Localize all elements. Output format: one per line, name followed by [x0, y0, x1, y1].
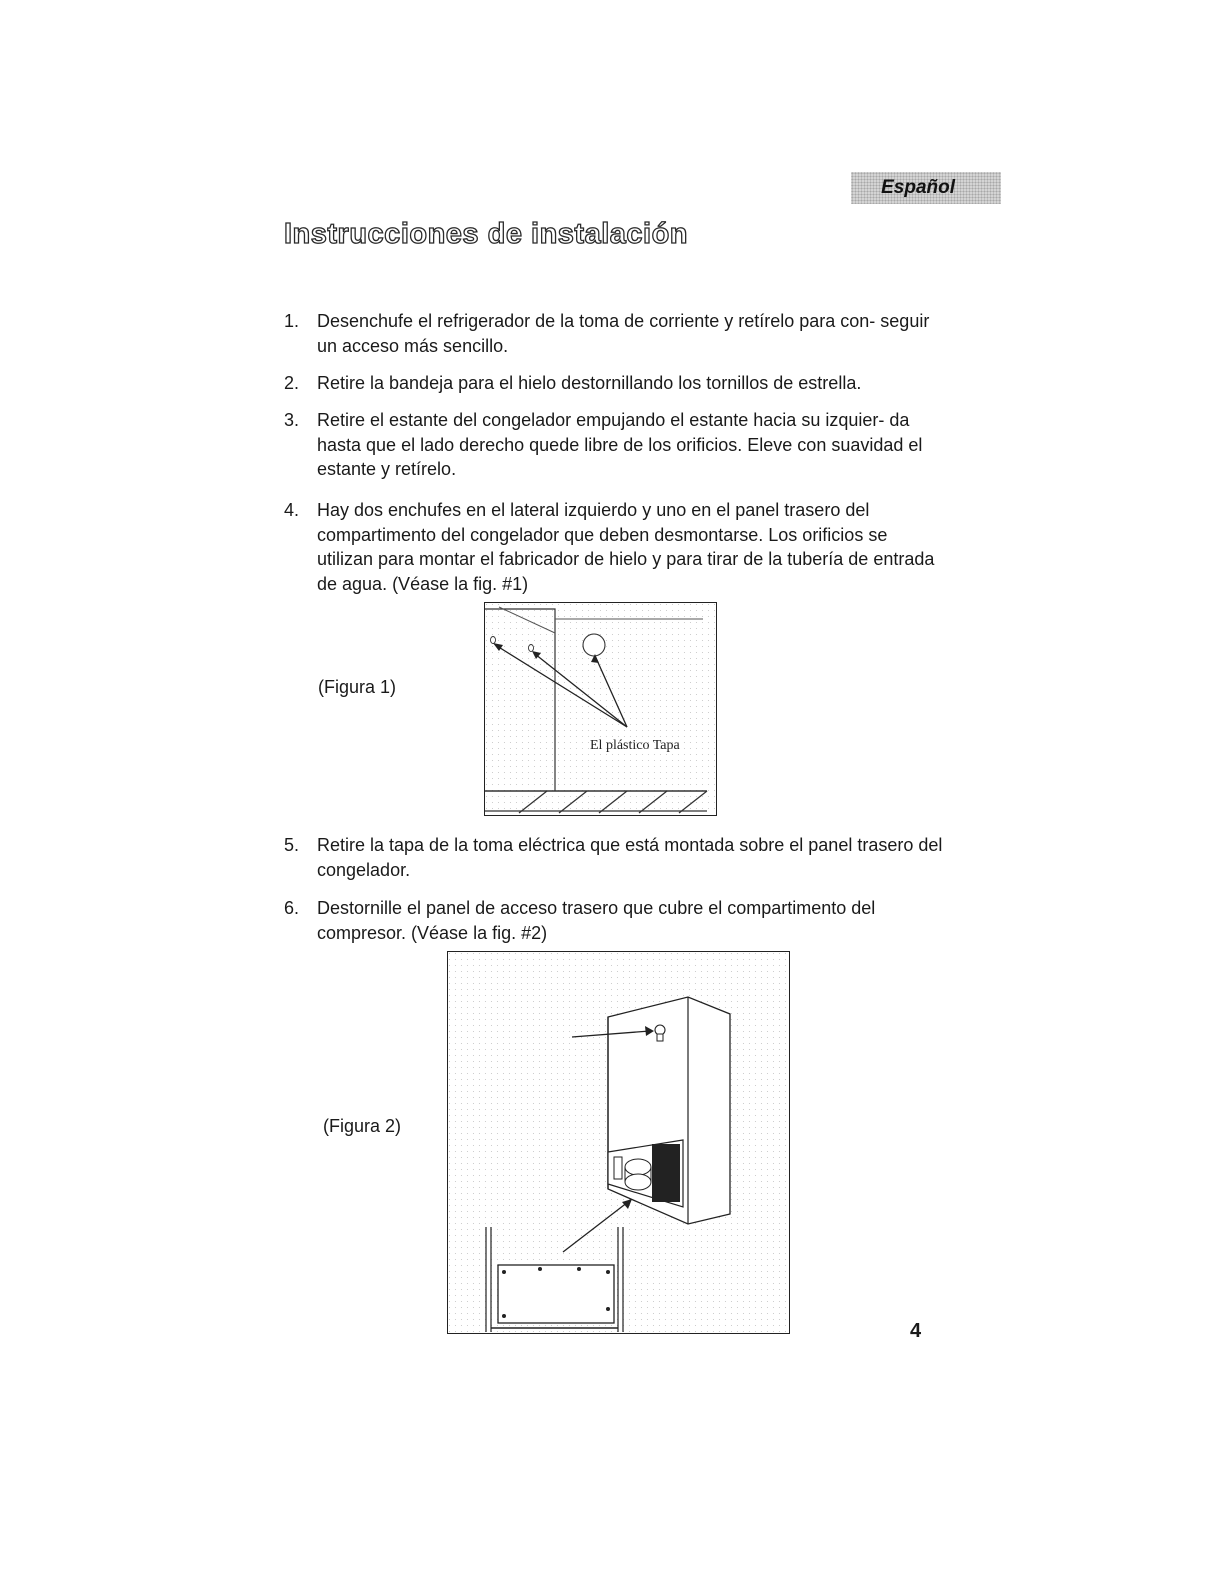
figure-1-label: El plástico Tapa: [590, 738, 680, 753]
step-text: Retire la tapa de la toma eléctrica que está montada sobre el panel trasero del congelador.: [317, 835, 943, 880]
step-number: 3.: [284, 410, 300, 430]
step-6: [284, 896, 944, 945]
step-text: Retire la bandeja para el hielo destornillando los tornillos de estrella.: [317, 373, 862, 393]
page-title: Instrucciones de instalación: [284, 218, 688, 250]
freezer-diagram: [485, 603, 715, 814]
step-number: 1.: [284, 311, 300, 331]
step-number: 4.: [284, 500, 300, 520]
step-2: [284, 371, 944, 396]
step-text: Desenchufe el refrigerador de la toma de corriente y retírelo para con- seguir un acceso más sencillo.: [317, 311, 930, 356]
step-number: 5.: [284, 835, 300, 855]
figure-1: [484, 602, 717, 816]
step-5: [284, 833, 944, 882]
step-number: 6.: [284, 898, 300, 918]
page-number: 4: [910, 1320, 922, 1342]
step-text: Destornille el panel de acceso trasero que cubre el compartimento del compresor. (Véase la fig. #2): [317, 898, 876, 943]
figure-1-caption: (Figura 1): [318, 677, 397, 697]
step-1: [284, 309, 944, 358]
figure-2-caption: (Figura 2): [323, 1116, 402, 1136]
language-tab: Español: [851, 172, 1001, 204]
step-4: [284, 498, 944, 596]
figure-2: [447, 951, 790, 1334]
step-3: [284, 408, 944, 482]
step-text: Retire el estante del congelador empujando el estante hacia su izquier- da hasta que el lado derecho quede libre de los orificios. Eleve con suavidad el estante y retírelo.: [317, 410, 923, 479]
step-text: Hay dos enchufes en el lateral izquierdo y uno en el panel trasero del compartimento del congelador que deben desmontarse. Los orificios se utilizan para montar el fabricador de hielo y para tirar de la tubería de entrada de agua. (Véase la fig. #1): [317, 500, 935, 594]
refrigerator-back-diagram: [448, 952, 788, 1332]
step-number: 2.: [284, 373, 300, 393]
